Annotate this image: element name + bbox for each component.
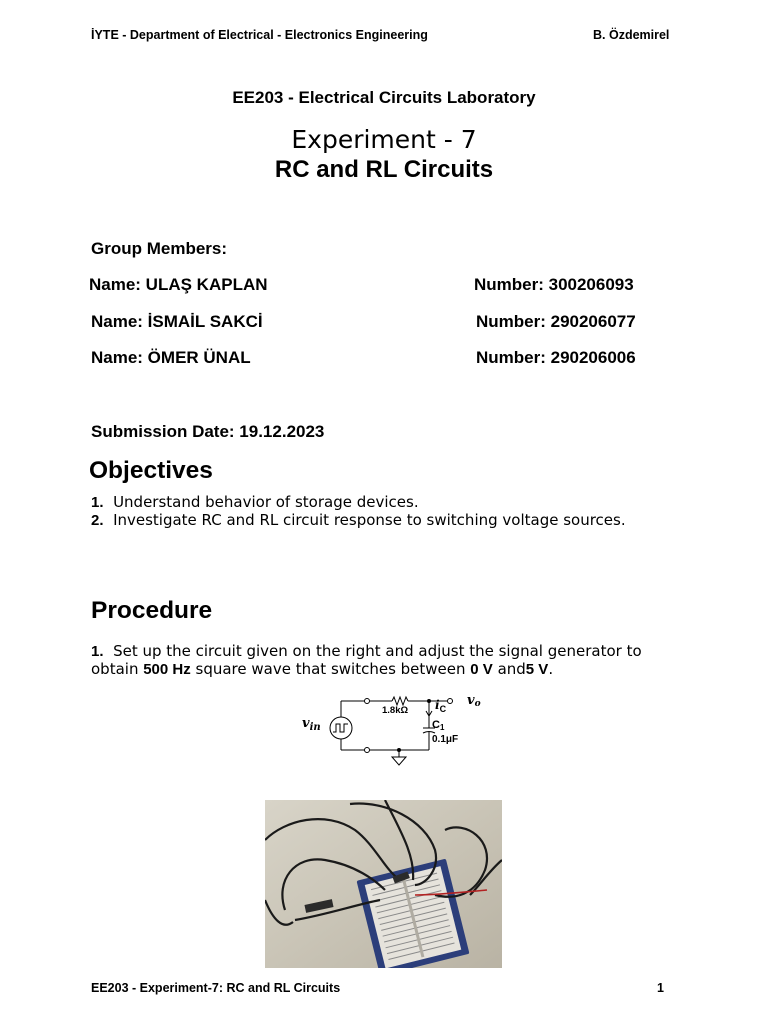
experiment-number: Experiment - 7 (291, 125, 477, 154)
breadboard-photo (265, 800, 502, 968)
junction-dot (427, 699, 431, 703)
page-number: 1 (657, 981, 664, 995)
footer-left: EE203 - Experiment-7: RC and RL Circuits (91, 981, 341, 995)
submission-date: Submission Date: 19.12.2023 (91, 422, 325, 441)
objective-item (91, 511, 626, 529)
objective-text: Investigate RC and RL circuit response to switching voltage sources. (113, 511, 626, 529)
procedure-step-line1 (91, 642, 642, 660)
vin-label: $v_{in}$ (302, 716, 321, 733)
ground-icon (392, 757, 406, 765)
vo-label: vo (467, 693, 481, 709)
member-name: Name: İSMAİL SAKCİ (91, 312, 263, 331)
group-heading: Group Members: (91, 239, 228, 258)
step-text: and (492, 660, 526, 678)
objective-number: 2. (91, 512, 104, 529)
capacitor-value: 0.1μF (432, 734, 459, 745)
step-text: Set up the circuit given on the right and adjust the signal generator to (113, 642, 642, 660)
member-name: Name: ÖMER ÜNAL (91, 348, 251, 367)
terminal-node (365, 748, 370, 753)
procedure-heading: Procedure (91, 597, 213, 624)
resistor-value: 1.8kΩ (382, 705, 409, 716)
square-wave-icon (333, 724, 348, 732)
rc-circuit-diagram (295, 690, 495, 772)
course-title: EE203 - Electrical Circuits Laboratory (232, 88, 536, 107)
output-terminal (448, 699, 453, 704)
square-wave-source (330, 717, 352, 739)
member-number: Number: 290206077 (476, 312, 636, 331)
objective-text: Understand behavior of storage devices. (113, 493, 419, 511)
objective-number: 1. (91, 494, 104, 511)
experiment-title: RC and RL Circuits (274, 156, 494, 183)
step-number: 1. (91, 643, 104, 660)
member-number: Number: 300206093 (474, 275, 634, 294)
current-label: $i_C$ (435, 698, 447, 714)
frequency-value: 500 Hz (143, 661, 191, 678)
header-right: B. Özdemirel (593, 28, 670, 42)
voltage-high: 5 V (525, 661, 549, 678)
step-text: . (548, 660, 554, 678)
objective-item (91, 493, 419, 511)
member-name: Name: ULAŞ KAPLAN (89, 275, 268, 294)
voltage-low: 0 V (470, 661, 493, 678)
resistor-symbol (392, 697, 408, 705)
step-text: obtain (91, 660, 144, 678)
procedure-step-line2 (91, 660, 553, 678)
terminal-node (365, 699, 370, 704)
member-number: Number: 290206006 (476, 348, 636, 367)
header-left: İYTE - Department of Electrical - Electronics Engineering (91, 28, 428, 42)
objectives-heading: Objectives (89, 457, 213, 484)
step-text: square wave that switches between (190, 660, 471, 678)
capacitor-name: C1 (432, 719, 445, 732)
junction-dot (397, 748, 401, 752)
